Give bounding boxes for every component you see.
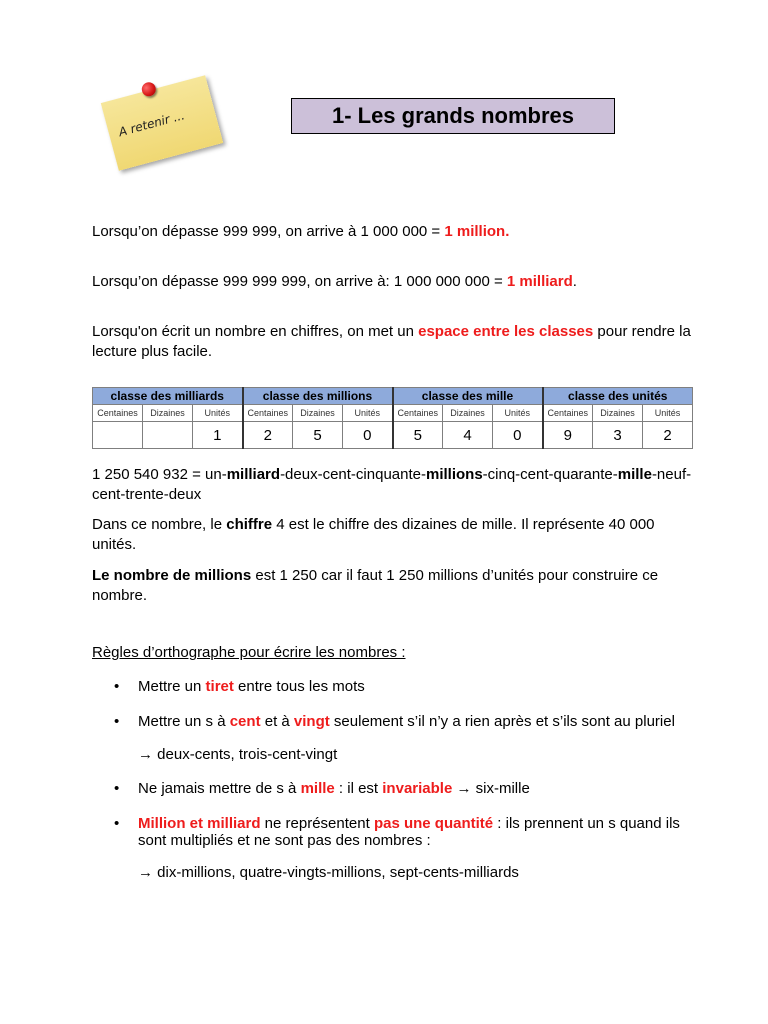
paragraph-end: .	[572, 273, 577, 290]
rule-example: → deux-cents, trois-cent-vingt	[138, 746, 338, 763]
table-digit-row	[93, 422, 693, 449]
subheader-cell: Unités	[643, 405, 693, 422]
rule-text-part: entre tous les mots	[233, 678, 365, 695]
rule-text	[138, 815, 698, 849]
rule-text-part: seulement s’il n’y a rien après et s’ils sont au pluriel	[329, 713, 675, 730]
class-header: classe des milliards	[93, 388, 243, 405]
paragraph-text: Lorsqu’on dépasse 999 999, on arrive à 1 000 000 =	[92, 223, 445, 240]
subheader-cell: Unités	[343, 405, 393, 422]
highlight-espace: espace entre les classes	[418, 323, 594, 340]
rule-highlight: pas une quantité	[373, 815, 494, 832]
paragraph-text: Lorsqu’on dépasse 999 999 999, on arrive à: 1 000 000 000 =	[92, 273, 507, 290]
sticky-note	[101, 75, 223, 171]
example-bold: mille	[617, 466, 652, 483]
rule-highlight: Million et milliard	[138, 815, 261, 832]
table-subheader-row	[93, 405, 693, 422]
paragraph-millions	[92, 566, 692, 606]
highlight-milliard: 1 milliard	[506, 273, 573, 290]
rule-text	[138, 780, 698, 797]
paragraph-text-after: est 1 250 car il faut 1 250 millions d’unités pour construire ce nombre.	[92, 567, 659, 604]
example-text: -neuf-cent-trente-deux	[92, 466, 692, 503]
digit-cell: 5	[293, 422, 343, 449]
subheader-cell: Dizaines	[593, 405, 643, 422]
highlight-million: 1 million.	[444, 223, 510, 240]
rules-heading: Règles d’orthographe pour écrire les nombres :	[92, 644, 406, 661]
bullet-icon: •	[114, 678, 120, 695]
subheader-cell: Unités	[193, 405, 243, 422]
example-text: 1 250 540 932 = un-	[92, 466, 227, 483]
sticky-note-text: A retenir ...	[117, 108, 187, 140]
paragraph-bold: chiffre	[226, 516, 273, 533]
rule-text-part: Mettre un	[138, 678, 206, 695]
example-text: -deux-cent-cinquante-	[280, 466, 426, 483]
pushpin-icon	[140, 81, 157, 98]
rule-text-part: → six-mille	[452, 780, 530, 797]
bullet-icon: •	[114, 713, 120, 730]
paragraph-text-after: 4 est le chiffre des dizaines de mille. Il représente 40 000 unités.	[92, 516, 655, 553]
rule-text-part: : il est	[334, 780, 383, 797]
paragraph-espace	[92, 322, 712, 362]
digit-cell: 0	[343, 422, 393, 449]
example-bold: milliard	[226, 466, 281, 483]
example-text: -cinq-cent-quarante-	[482, 466, 618, 483]
digit-cell: 0	[493, 422, 543, 449]
rule-highlight: vingt	[293, 713, 330, 730]
paragraph-chiffre	[92, 515, 692, 555]
digit-cell	[143, 422, 193, 449]
subheader-cell: Centaines	[243, 405, 293, 422]
paragraph-milliard	[92, 272, 577, 292]
digit-cell: 5	[393, 422, 443, 449]
paragraph-text-after: pour rendre la lecture plus facile.	[92, 323, 691, 360]
digit-cell: 9	[543, 422, 593, 449]
subheader-cell: Centaines	[393, 405, 443, 422]
paragraph-bold: Le nombre de millions	[92, 567, 252, 584]
digit-cell: 2	[643, 422, 693, 449]
paragraph-text: Dans ce nombre, le	[92, 516, 227, 533]
class-header: classe des unités	[543, 388, 693, 405]
rule-text-part: et à	[260, 713, 294, 730]
subheader-cell: Dizaines	[293, 405, 343, 422]
paragraph-million	[92, 222, 509, 242]
rule-highlight: cent	[229, 713, 261, 730]
number-classes-table	[92, 387, 693, 449]
example-bold: millions	[425, 466, 483, 483]
rule-highlight: invariable	[382, 780, 453, 797]
digit-cell: 2	[243, 422, 293, 449]
class-header: classe des millions	[243, 388, 393, 405]
rule-example: → dix-millions, quatre-vingts-millions, sept-cents-milliards	[138, 864, 519, 881]
table-class-row	[93, 388, 693, 405]
digit-cell: 3	[593, 422, 643, 449]
class-header: classe des mille	[393, 388, 543, 405]
rule-text-part: ne représentent	[260, 815, 374, 832]
rule-text	[138, 713, 698, 730]
paragraph-text: Lorsqu'on écrit un nombre en chiffres, on met un	[92, 323, 419, 340]
example-paragraph	[92, 465, 692, 505]
rule-highlight: mille	[300, 780, 335, 797]
bullet-icon: •	[114, 815, 120, 832]
rule-text-part: : ils prennent un s quand ils sont multipliés et ne sont pas des nombres :	[138, 815, 680, 849]
rule-text-part: Mettre un s à	[138, 713, 230, 730]
subheader-cell: Dizaines	[443, 405, 493, 422]
subheader-cell: Centaines	[93, 405, 143, 422]
digit-cell: 4	[443, 422, 493, 449]
subheader-cell: Dizaines	[143, 405, 193, 422]
subheader-cell: Unités	[493, 405, 543, 422]
digit-cell: 1	[193, 422, 243, 449]
rule-highlight: tiret	[205, 678, 234, 695]
digit-cell	[93, 422, 143, 449]
rule-text-part: Ne jamais mettre de s à	[138, 780, 301, 797]
bullet-icon: •	[114, 780, 120, 797]
page-title: 1- Les grands nombres	[291, 98, 615, 134]
rule-text	[138, 678, 698, 695]
subheader-cell: Centaines	[543, 405, 593, 422]
